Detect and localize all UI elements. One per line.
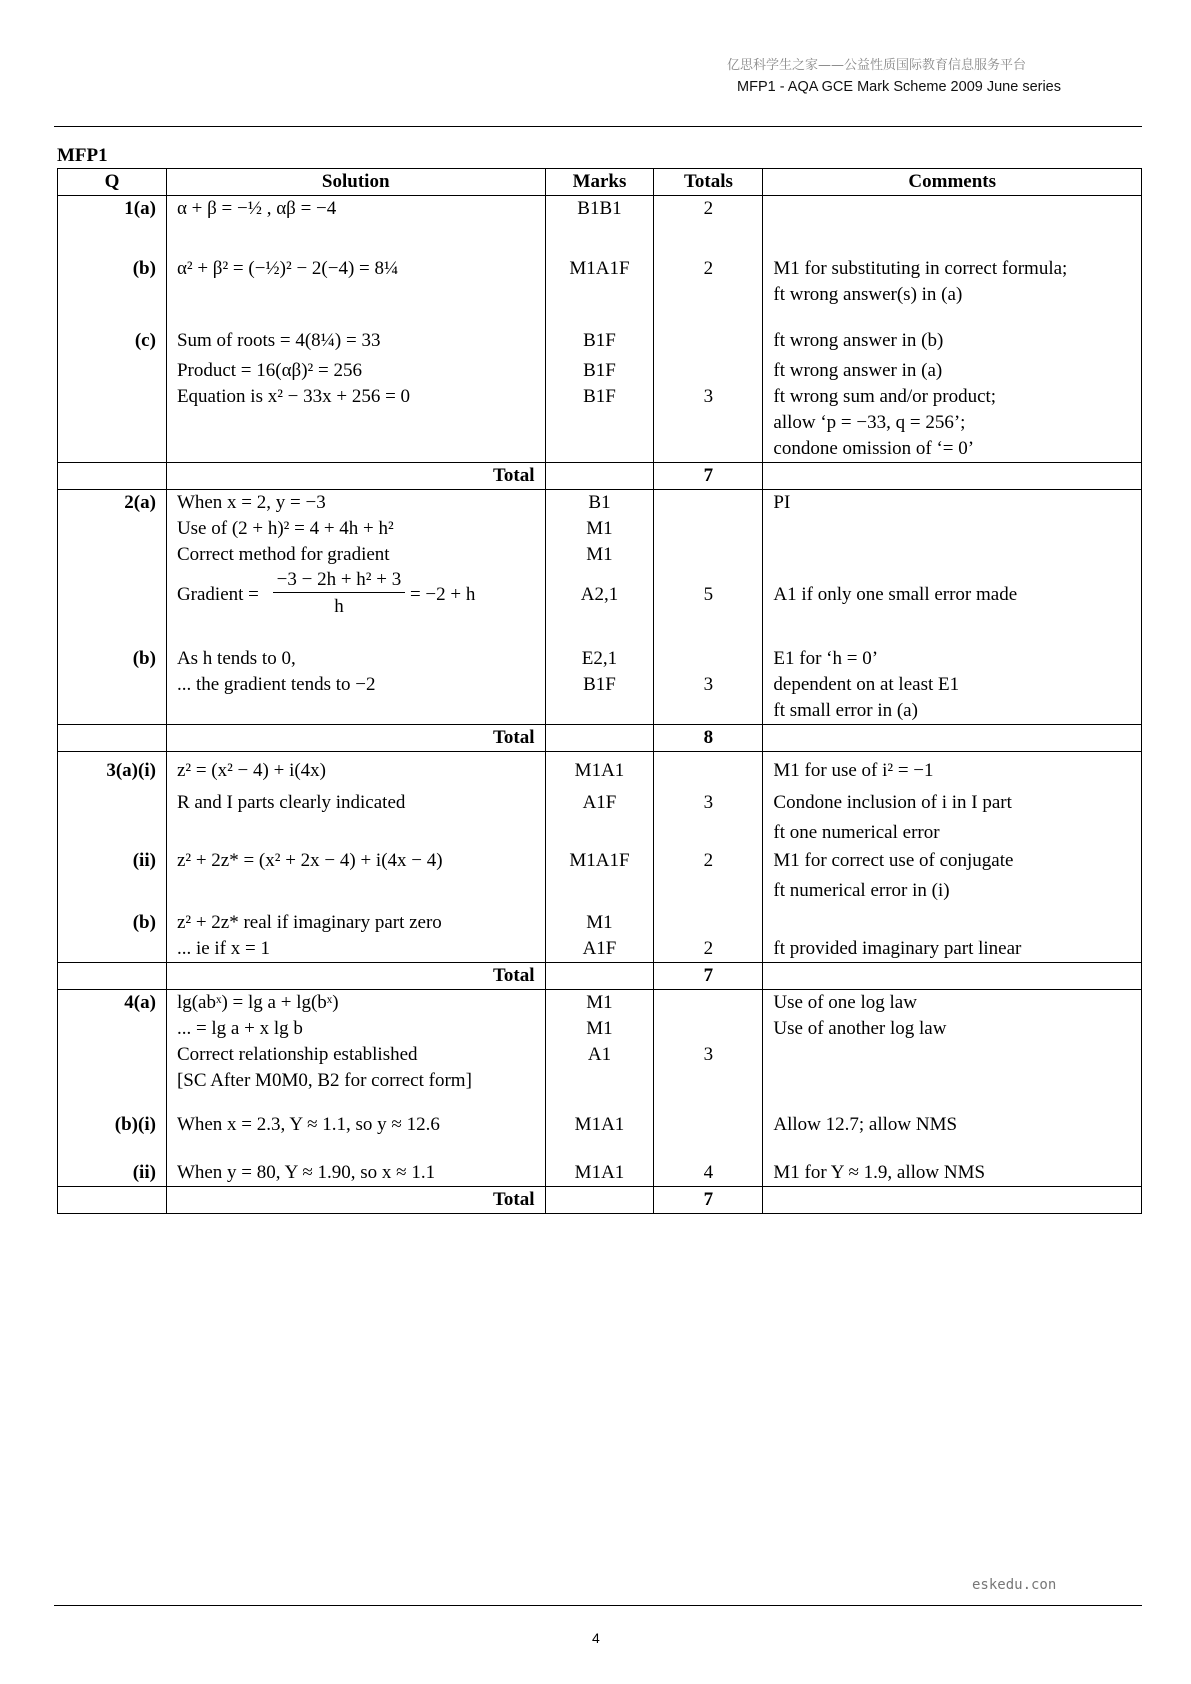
question-label: 1(a)	[124, 198, 156, 219]
question-label: 3(a)(i)	[106, 760, 156, 781]
totals-value: 3	[703, 1044, 714, 1065]
comment-line: M1 for substituting in correct formula;	[773, 258, 1068, 279]
question-label: (b)	[132, 648, 156, 669]
total-label: Total	[166, 1187, 545, 1214]
comment-line: ft wrong answer(s) in (a)	[773, 284, 963, 305]
marks-value: A1F	[582, 938, 617, 959]
comment-line: Use of another log law	[773, 1018, 947, 1039]
header-doc-line: MFP1 - AQA GCE Mark Scheme 2009 June series	[737, 79, 1061, 95]
solution-line: Use of (2 + h)² = 4 + 4h + h²	[176, 518, 394, 539]
header-rule	[54, 126, 1142, 127]
footer-site-watermark: eskedu.con	[972, 1577, 1057, 1593]
marks-value: B1F	[583, 674, 616, 695]
comment-line: ft small error in (a)	[773, 700, 918, 721]
totals-value: 3	[703, 792, 714, 813]
solution-line: α + β = −½ , αβ = −4	[176, 198, 337, 219]
solution-line: Correct method for gradient	[176, 544, 390, 565]
marks-value: M1	[586, 1018, 613, 1039]
totals-value: 4	[703, 1162, 714, 1183]
totals-value: 2	[703, 850, 714, 871]
col-header-totals: Totals	[654, 169, 763, 196]
page-title: MFP1	[57, 145, 108, 166]
marks-value: B1F	[583, 360, 616, 381]
marks-value: M1A1F	[569, 258, 630, 279]
solution-line: ... ie if x = 1	[176, 938, 270, 959]
total-row	[58, 1187, 1142, 1214]
question-label: 4(a)	[124, 992, 156, 1013]
comment-line: ft wrong answer in (b)	[773, 330, 944, 351]
comment-line: Condone inclusion of i in I part	[773, 792, 1012, 813]
marks-value: M1	[586, 518, 613, 539]
total-label: Total	[166, 463, 545, 490]
marks-value: B1	[588, 492, 611, 513]
solution-line: ... = lg a + x lg b	[176, 1018, 303, 1039]
footer-rule	[54, 1605, 1142, 1606]
comment-line: M1 for Y ≈ 1.9, allow NMS	[773, 1162, 986, 1183]
marks-value: M1A1F	[569, 850, 630, 871]
solution-line: When x = 2.3, Y ≈ 1.1, so y ≈ 12.6	[176, 1114, 440, 1135]
comment-line: ft numerical error in (i)	[773, 880, 950, 901]
solution-line: R and I parts clearly indicated	[176, 792, 406, 813]
solution-line: As h tends to 0,	[176, 648, 296, 669]
solution-line: z² = (x² − 4) + i(4x)	[176, 760, 326, 781]
comment-line: dependent on at least E1	[773, 674, 960, 695]
marks-value: B1B1	[577, 198, 622, 219]
solution-line: z² + 2z* real if imaginary part zero	[176, 912, 442, 933]
table-row	[58, 490, 1142, 725]
marks-value: M1A1	[574, 1162, 625, 1183]
question-label: (b)(i)	[114, 1114, 156, 1135]
comment-line: allow ‘p = −33, q = 256’;	[773, 412, 966, 433]
special-case-note: [SC After M0M0, B2 for correct form]	[176, 1070, 472, 1091]
solution-line: lg(abˣ) = lg a + lg(bˣ)	[176, 992, 339, 1013]
marks-value: E2,1	[581, 648, 618, 669]
question-label: (b)	[132, 258, 156, 279]
marks-value: M1	[586, 992, 613, 1013]
total-value: 7	[654, 1187, 763, 1214]
fraction-denominator: h	[334, 596, 344, 617]
table-row	[58, 990, 1142, 1187]
marks-value: A1	[587, 1044, 612, 1065]
col-header-comments: Comments	[763, 169, 1142, 196]
col-header-q: Q	[58, 169, 167, 196]
totals-value: 3	[703, 386, 714, 407]
comment-line: ft one numerical error	[773, 822, 940, 843]
comment-line: ft wrong answer in (a)	[773, 360, 943, 381]
question-label: 2(a)	[124, 492, 156, 513]
col-header-solution: Solution	[166, 169, 545, 196]
solution-line: Equation is x² − 33x + 256 = 0	[176, 386, 411, 407]
marks-value: B1F	[583, 330, 616, 351]
solution-line: z² + 2z* = (x² + 2x − 4) + i(4x − 4)	[176, 850, 443, 871]
comment-line: ft wrong sum and/or product;	[773, 386, 997, 407]
marks-value: A1F	[582, 792, 617, 813]
total-value: 8	[654, 725, 763, 752]
comment-line: Use of one log law	[773, 992, 917, 1013]
comment-line: Allow 12.7; allow NMS	[773, 1114, 958, 1135]
question-label: (ii)	[132, 1162, 156, 1183]
header-org-line: 亿思科学生之家——公益性质国际教育信息服务平台	[726, 58, 1026, 73]
solution-line: When y = 80, Y ≈ 1.90, so x ≈ 1.1	[176, 1162, 436, 1183]
question-label: (b)	[132, 912, 156, 933]
comment-line: condone omission of ‘= 0’	[773, 438, 975, 459]
solution-line: When x = 2, y = −3	[176, 492, 326, 513]
marks-value: M1	[586, 912, 613, 933]
marks-value: M1	[586, 544, 613, 565]
total-label: Total	[166, 963, 545, 990]
marks-value: B1F	[583, 386, 616, 407]
totals-value: 2	[703, 198, 714, 219]
question-label: (ii)	[132, 850, 156, 871]
comment-line: A1 if only one small error made	[773, 584, 1018, 605]
comment-line: M1 for use of i² = −1	[773, 760, 934, 781]
mark-scheme-table	[57, 168, 1142, 1214]
comment-line: M1 for correct use of conjugate	[773, 850, 1014, 871]
totals-value: 2	[703, 258, 714, 279]
page-number: 4	[592, 1630, 600, 1646]
comment-line: PI	[773, 492, 791, 513]
table-header-row	[58, 169, 1142, 196]
question-label: (c)	[134, 330, 156, 351]
marks-value: M1A1	[574, 1114, 625, 1135]
solution-line: Sum of roots = 4(8¼) = 33	[176, 330, 381, 351]
total-value: 7	[654, 963, 763, 990]
solution-line: Correct relationship established	[176, 1044, 418, 1065]
marks-value: M1A1	[574, 760, 625, 781]
total-value: 7	[654, 463, 763, 490]
comment-line: E1 for ‘h = 0’	[773, 648, 879, 669]
solution-line: Product = 16(αβ)² = 256	[176, 360, 362, 381]
total-row	[58, 963, 1142, 990]
total-row	[58, 725, 1142, 752]
solution-line: α² + β² = (−½)² − 2(−4) = 8¼	[176, 258, 399, 279]
totals-value: 2	[703, 938, 714, 959]
totals-value: 5	[703, 584, 714, 605]
table-row	[58, 196, 1142, 463]
solution-line: ... the gradient tends to −2	[176, 674, 376, 695]
totals-value: 3	[703, 674, 714, 695]
total-row	[58, 463, 1142, 490]
col-header-marks: Marks	[545, 169, 654, 196]
total-label: Total	[166, 725, 545, 752]
gradient-formula: Gradient = −3 − 2h + h² + 3 h = −2 + h	[177, 568, 535, 622]
comment-line: ft provided imaginary part linear	[773, 938, 1022, 959]
marks-value: A2,1	[580, 584, 619, 605]
table-row	[58, 752, 1142, 963]
fraction-numerator: −3 − 2h + h² + 3	[273, 568, 405, 593]
